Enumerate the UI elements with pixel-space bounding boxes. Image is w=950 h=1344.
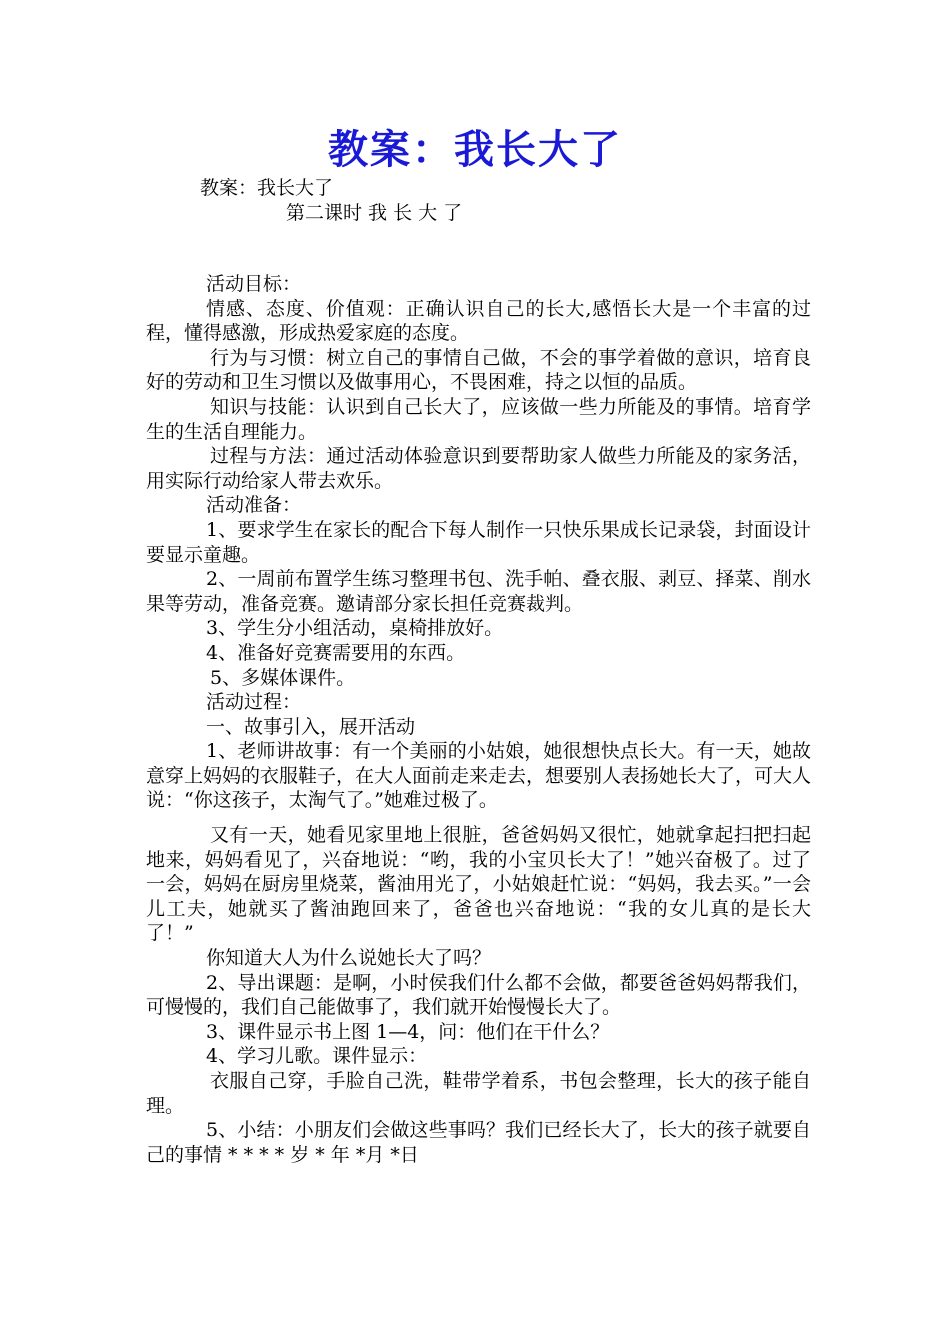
paragraph: 5、小结：小朋友们会做这些事吗？我们已经长大了，长大的孩子就要自己的事情 * * * * 岁 * 年 *月 *日 <box>146 1119 811 1166</box>
paragraph: 活动准备： <box>206 494 302 517</box>
paragraph: 2、导出课题：是啊，小时侯我们什么都不会做，都要爸爸妈妈帮我们，可慢慢的，我们自己能做事了，我们就开始慢慢长大了。 <box>146 971 811 1019</box>
lesson-heading: 第二课时 我 长 大 了 <box>286 202 463 224</box>
paragraph: 衣服自己穿，手脸自己洗，鞋带学着系，书包会整理，长大的孩子能自理。 <box>146 1070 811 1117</box>
paragraph: 活动目标： <box>206 273 302 295</box>
paragraph: 1、老师讲故事：有一个美丽的小姑娘，她很想快点长大。有一天，她故意穿上妈妈的衣服鞋子，在大人面前走来走去，想要别人表扬她长大了，可大人说：“你这孩子，太淘气了。”她难过极了。 <box>146 740 812 812</box>
paragraph: 一、故事引入，展开活动 <box>206 715 416 738</box>
document-subtitle: 教案：我长大了 <box>200 177 334 199</box>
paragraph: 5、多媒体课件。 <box>210 666 356 689</box>
paragraph: 过程与方法：通过活动体验意识到要帮助家人做些力所能及的家务活，用实际行动给家人带去欢乐。 <box>146 445 811 492</box>
paragraph: 你知道大人为什么说她长大了吗？ <box>206 947 492 970</box>
paragraph: 知识与技能：认识到自己长大了，应该做一些力所能及的事情。培育学生的生活自理能力。 <box>146 395 811 443</box>
paragraph-gap <box>146 813 811 823</box>
document-title: 教案：我长大了 <box>328 127 622 173</box>
paragraph: 3、课件显示书上图 1—4，问：他们在干什么？ <box>206 1020 610 1043</box>
document-body <box>146 272 811 1167</box>
paragraph: 4、学习儿歌。课件显示： <box>206 1045 428 1068</box>
paragraph: 又有一天，她看见家里地上很脏，爸爸妈妈又很忙，她就拿起扫把扫起地来，妈妈看见了，兴奋地说：“哟，我的小宝贝长大了！”她兴奋极了。过了一会，妈妈在厨房里烧菜，酱油用光了，小姑娘赶忙说：“妈妈，我去买。”一会儿工夫，她就买了酱油跑回来了，爸爸也兴奋地说：“我的女儿真的是长大了！” <box>146 824 811 945</box>
paragraph: 4、准备好竞赛需要用的东西。 <box>206 641 466 664</box>
paragraph: 行为与习惯：树立自己的事情自己做，不会的事学着做的意识，培育良好的劳动和卫生习惯以及做事用心，不畏困难，持之以恒的品质。 <box>146 346 811 394</box>
paragraph: 3、学生分小组活动，桌椅排放好。 <box>206 617 504 640</box>
paragraph: 活动过程： <box>206 691 302 714</box>
paragraph: 2、一周前布置学生练习整理书包、洗手帕、叠衣服、剥豆、择菜、削水果等劳动，准备竞赛。邀请部分家长担任竞赛裁判。 <box>146 568 811 615</box>
paragraph: 1、要求学生在家长的配合下每人制作一只快乐果成长记录袋，封面设计要显示童趣。 <box>146 518 811 566</box>
paragraph: 情感、态度、价值观：正确认识自己的长大,感悟长大是一个丰富的过程，懂得感激，形成热爱家庭的态度。 <box>146 297 811 345</box>
